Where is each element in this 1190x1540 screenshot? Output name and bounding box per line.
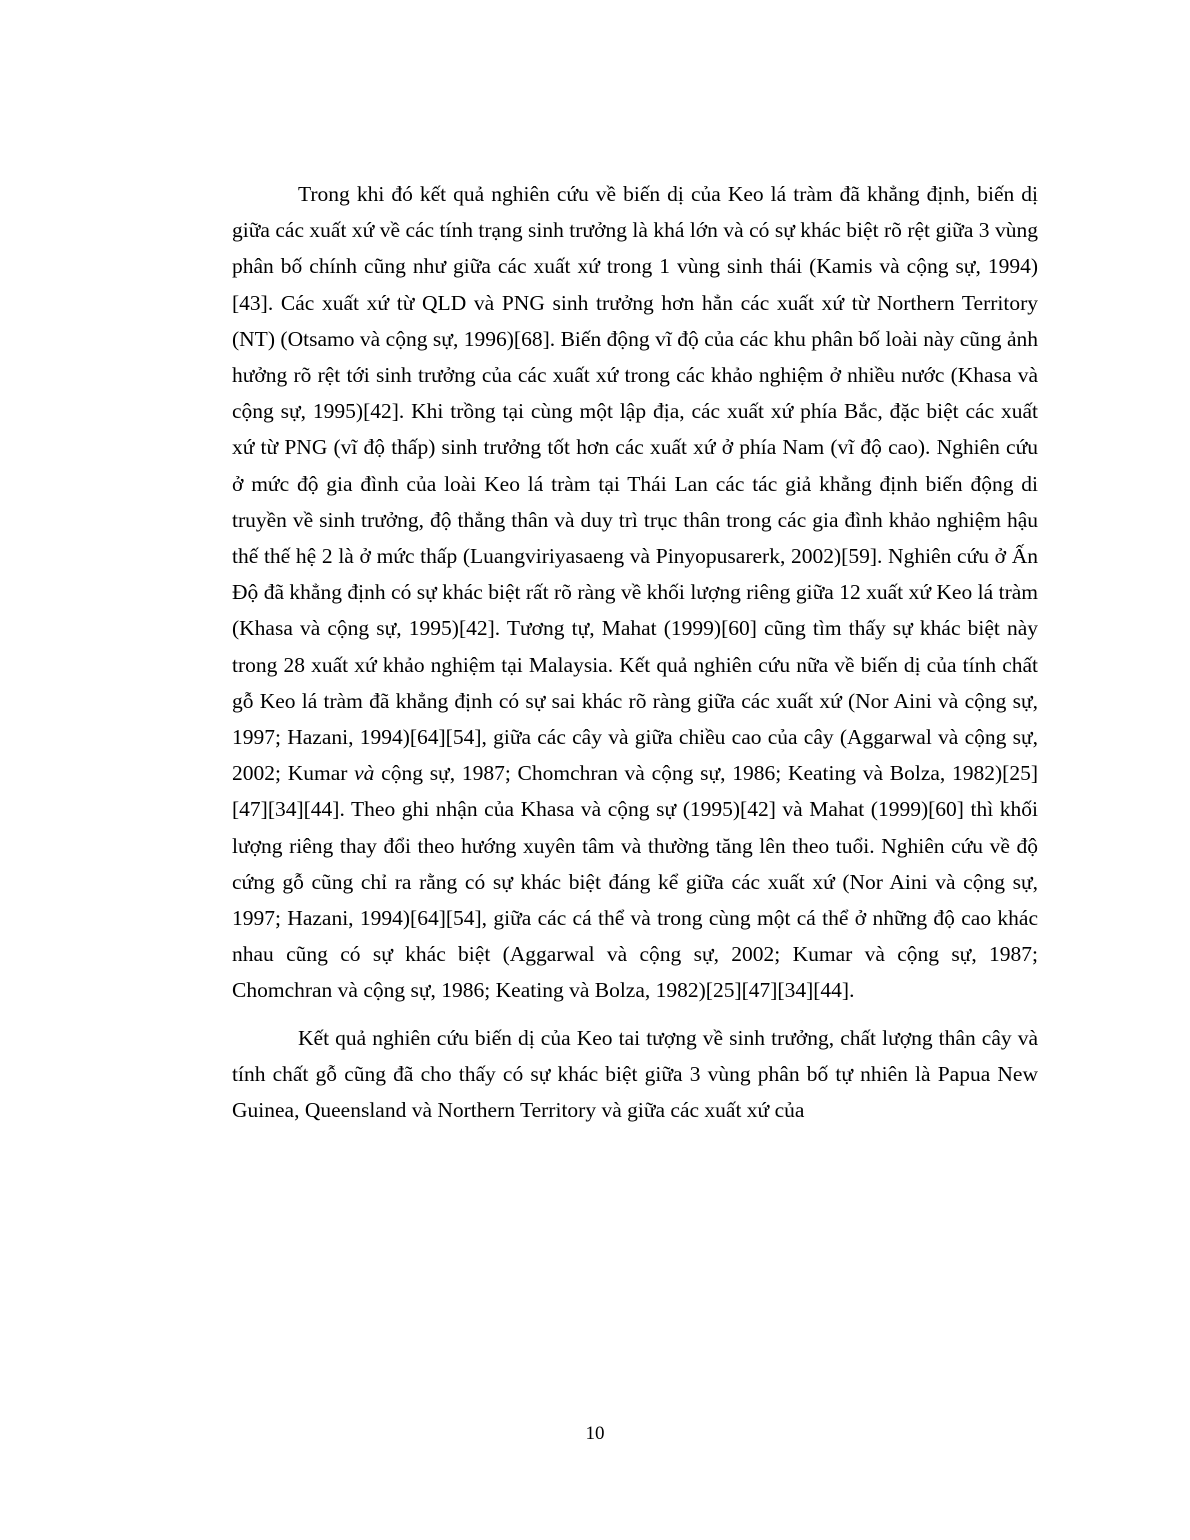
paragraph-2-run-1: Kết quả nghiên cứu biến dị của Keo tai tượng về sinh trưởng, chất lượng thân cây và tính chất gỗ cũng đã cho thấy có sự khác biệt giữa 3 vùng phân bố tự nhiên là Papua New Guinea, Queensland và Northern Territory và giữa các xuất xứ của	[232, 1025, 1038, 1123]
page-number: 10	[585, 1423, 605, 1444]
paragraph-1-run-1: Trong khi đó kết quả nghiên cứu về biến dị của Keo lá tràm đã khẳng định, biến dị giữa các xuất xứ về các tính trạng sinh trưởng là khá lớn và có sự khác biệt rõ rệt giữa 3 vùng phân bố chính cũng như giữa các xuất xứ trong 1 vùng sinh thái (Kamis và cộng sự, 1994)[43]. Các xuất xứ từ QLD và PNG sinh trưởng hơn hẳn các xuất xứ từ Northern Territory (NT) (Otsamo và cộng sự, 1996)[68]. Biến động vĩ độ của các khu phân bố loài này cũng ảnh hưởng rõ rệt tới sinh trưởng của các xuất xứ trong các khảo nghiệm ở nhiều nước (Khasa và cộng sự, 1995)[42]. Khi trồng tại cùng một lập địa, các xuất xứ phía Bắc, đặc biệt các xuất xứ từ PNG (vĩ độ thấp) sinh trưởng tốt hơn các xuất xứ ở phía Nam (vĩ độ cao). Nghiên cứu ở mức độ gia đình của loài Keo lá tràm tại Thái Lan các tác giả khẳng định biến động di truyền về sinh trưởng, độ thẳng thân và duy trì trục thân trong các gia đình khảo nghiệm hậu thế thế hệ 2 là ở mức thấp (Luangviriyasaeng và Pinyopusarerk, 2002)[59]. Nghiên cứu ở Ấn Độ đã khẳng định có sự khác biệt rất rõ ràng về khối lượng riêng giữa 12 xuất xứ Keo lá tràm (Khasa và cộng sự, 1995)[42]. Tương tự, Mahat (1999)[60] cũng tìm thấy sự khác biệt này trong 28 xuất xứ khảo nghiệm tại Malaysia. Kết quả nghiên cứu nữa về biến dị của tính chất gỗ Keo lá tràm đã khẳng định có sự sai khác rõ ràng giữa các xuất xứ (Nor Aini và cộng sự, 1997; Hazani, 1994)[64][54], giữa các cây và giữa chiều cao của cây (Aggarwal và cộng sự, 2002; Kumar	[232, 182, 1038, 786]
paragraph-1	[232, 176, 1038, 1009]
body-text	[232, 176, 1038, 1128]
paragraph-2	[232, 1020, 1038, 1129]
paragraph-1-run-3: cộng sự, 1987; Chomchran và cộng sự, 1986; Keating và Bolza, 1982)[25][47][34][44]. Theo ghi nhận của Khasa và cộng sự (1995)[42] và Mahat (1999)[60] thì khối lượng riêng thay đổi theo hướng xuyên tâm và thường tăng lên theo tuổi. Nghiên cứu về độ cứng gỗ cũng chỉ ra rằng có sự khác biệt đáng kể giữa các xuất xứ (Nor Aini và cộng sự, 1997; Hazani, 1994)[64][54], giữa các cá thể và trong cùng một cá thể ở những độ cao khác nhau cũng có sự khác biệt (Aggarwal và cộng sự, 2002; Kumar và cộng sự, 1987; Chomchran và cộng sự, 1986; Keating và Bolza, 1982)[25][47][34][44].	[232, 761, 1038, 1003]
paragraph-1-run-2-italic: và	[354, 761, 375, 786]
